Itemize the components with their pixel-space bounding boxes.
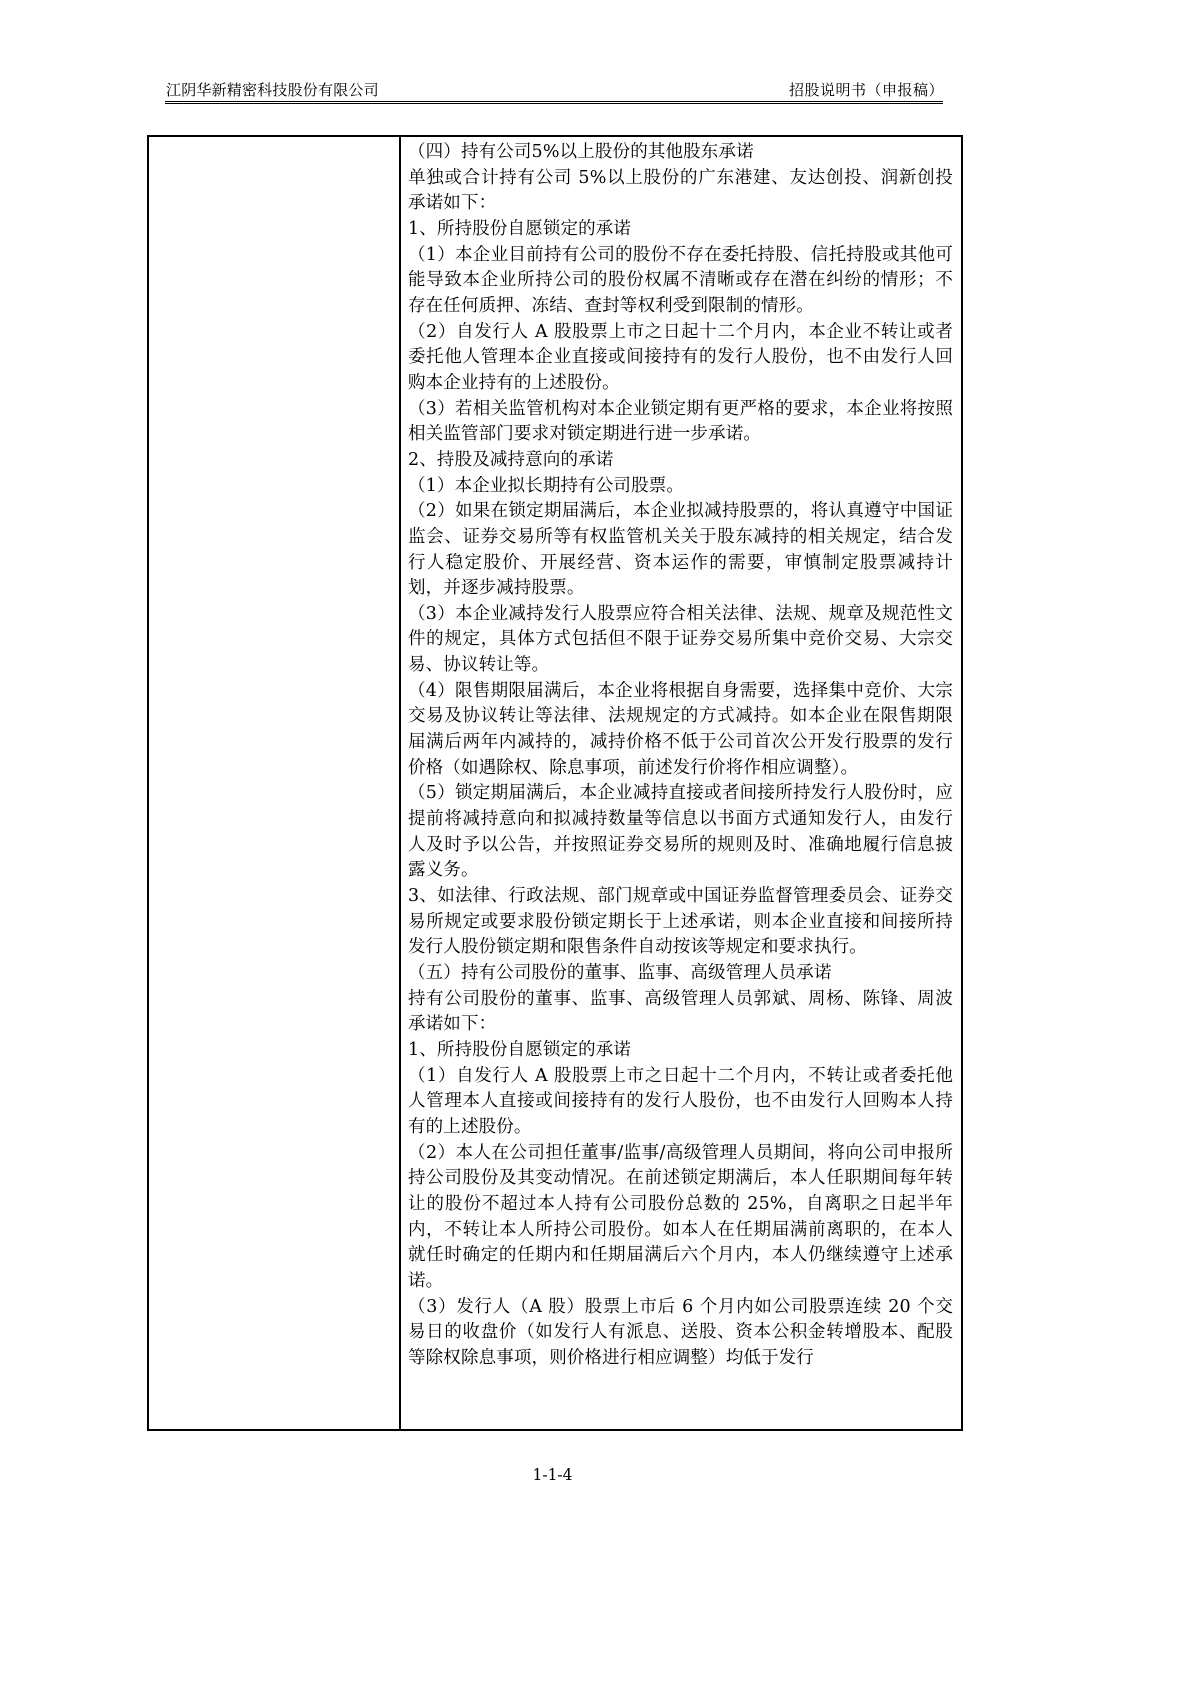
paragraph: （3）若相关监管机构对本企业锁定期有更严格的要求，本企业将按照相关监管部门要求对锁定期进行进一步承诺。 (408, 398, 953, 445)
subsection-heading: 1、所持股份自愿锁定的承诺 (408, 1039, 632, 1060)
paragraph: 持有公司股份的董事、监事、高级管理人员郭斌、周杨、陈锋、周波承诺如下： (408, 988, 953, 1035)
header-company-name: 江阴华新精密科技股份有限公司 (166, 81, 379, 99)
page-number: 1-1-4 (532, 1466, 573, 1484)
paragraph: （1）自发行人 A 股股票上市之日起十二个月内，不转让或者委托他人管理本人直接或间接持有的发行人股份，也不由发行人回购本人持有的上述股份。 (408, 1065, 953, 1137)
paragraph: （5）锁定期届满后，本企业减持直接或者间接所持发行人股份时，应提前将减持意向和拟减持数量等信息以书面方式通知发行人，由发行人及时予以公告，并按照证券交易所的规则及时、准确地履行信息披露义务。 (408, 783, 953, 881)
commitment-content-cell (408, 140, 953, 1372)
paragraph: （2）自发行人 A 股股票上市之日起十二个月内，本企业不转让或者委托他人管理本企业直接或间接持有的发行人股份，也不由发行人回购本企业持有的上述股份。 (408, 321, 953, 393)
header-rule (165, 101, 943, 104)
paragraph: （3）本企业减持发行人股票应符合相关法律、法规、规章及规范性文件的规定，具体方式包括但不限于证券交易所集中竞价交易、大宗交易、协议转让等。 (408, 603, 953, 676)
paragraph: （2）如果在锁定期届满后，本企业拟减持股票的，将认真遵守中国证监会、证券交易所等有权监管机关关于股东减持的相关规定，结合发行人稳定股价、开展经营、资本运作的需要，审慎制定股票减持计划，并逐步减持股票。 (408, 501, 953, 599)
paragraph: （1）本企业目前持有公司的股份不存在委托持股、信托持股或其他可能导致本企业所持公司的股份权属不清晰或存在潜在纠纷的情形；不存在任何质押、冻结、查封等权利受到限制的情形。 (408, 244, 953, 316)
header-document-type: 招股说明书（申报稿） (788, 81, 944, 99)
paragraph: （4）限售期限届满后，本企业将根据自身需要，选择集中竞价、大宗交易及协议转让等法律、法规规定的方式减持。如本企业在限售期限届满后两年内减持的，减持价格不低于公司首次公开发行股票的发行价格（如遇除权、除息事项，前述发行价将作相应调整）。 (408, 680, 953, 778)
subsection-heading: 2、持股及减持意向的承诺 (408, 449, 614, 470)
paragraph: 单独或合计持有公司 5%以上股份的广东港建、友达创投、润新创投承诺如下： (408, 167, 953, 214)
commitment-table (147, 135, 963, 1431)
paragraph: （1）本企业拟长期持有公司股票。 (408, 475, 685, 496)
paragraph: （2）本人在公司担任董事/监事/高级管理人员期间，将向公司申报所持公司股份及其变动情况。在前述锁定期满后，本人任职期间每年转让的股份不超过本人持有公司股份总数的 25%，自离职之日起半年内，不转让本人所持公司股份。如本人在任期届满前离职的，在本人就任时确定的任期内和任期届满后六个月内，本人仍继续遵守上述承诺。 (408, 1142, 953, 1291)
table-column-divider (399, 137, 401, 1429)
subsection-heading: 1、所持股份自愿锁定的承诺 (408, 218, 632, 239)
section-heading: （四）持有公司5%以上股份的其他股东承诺 (408, 142, 754, 162)
paragraph: （3）发行人（A 股）股票上市后 6 个月内如公司股票连续 20 个交易日的收盘价（如发行人有派息、送股、资本公积金转增股本、配股等除权除息事项，则价格进行相应调整）均低于发行 (408, 1296, 953, 1368)
section-heading: （五）持有公司股份的董事、监事、高级管理人员承诺 (408, 963, 832, 983)
paragraph: 3、如法律、行政法规、部门规章或中国证券监督管理委员会、证券交易所规定或要求股份锁定期长于上述承诺，则本企业直接和间接所持发行人股份锁定期和限售条件自动按该等规定和要求执行。 (408, 886, 953, 958)
